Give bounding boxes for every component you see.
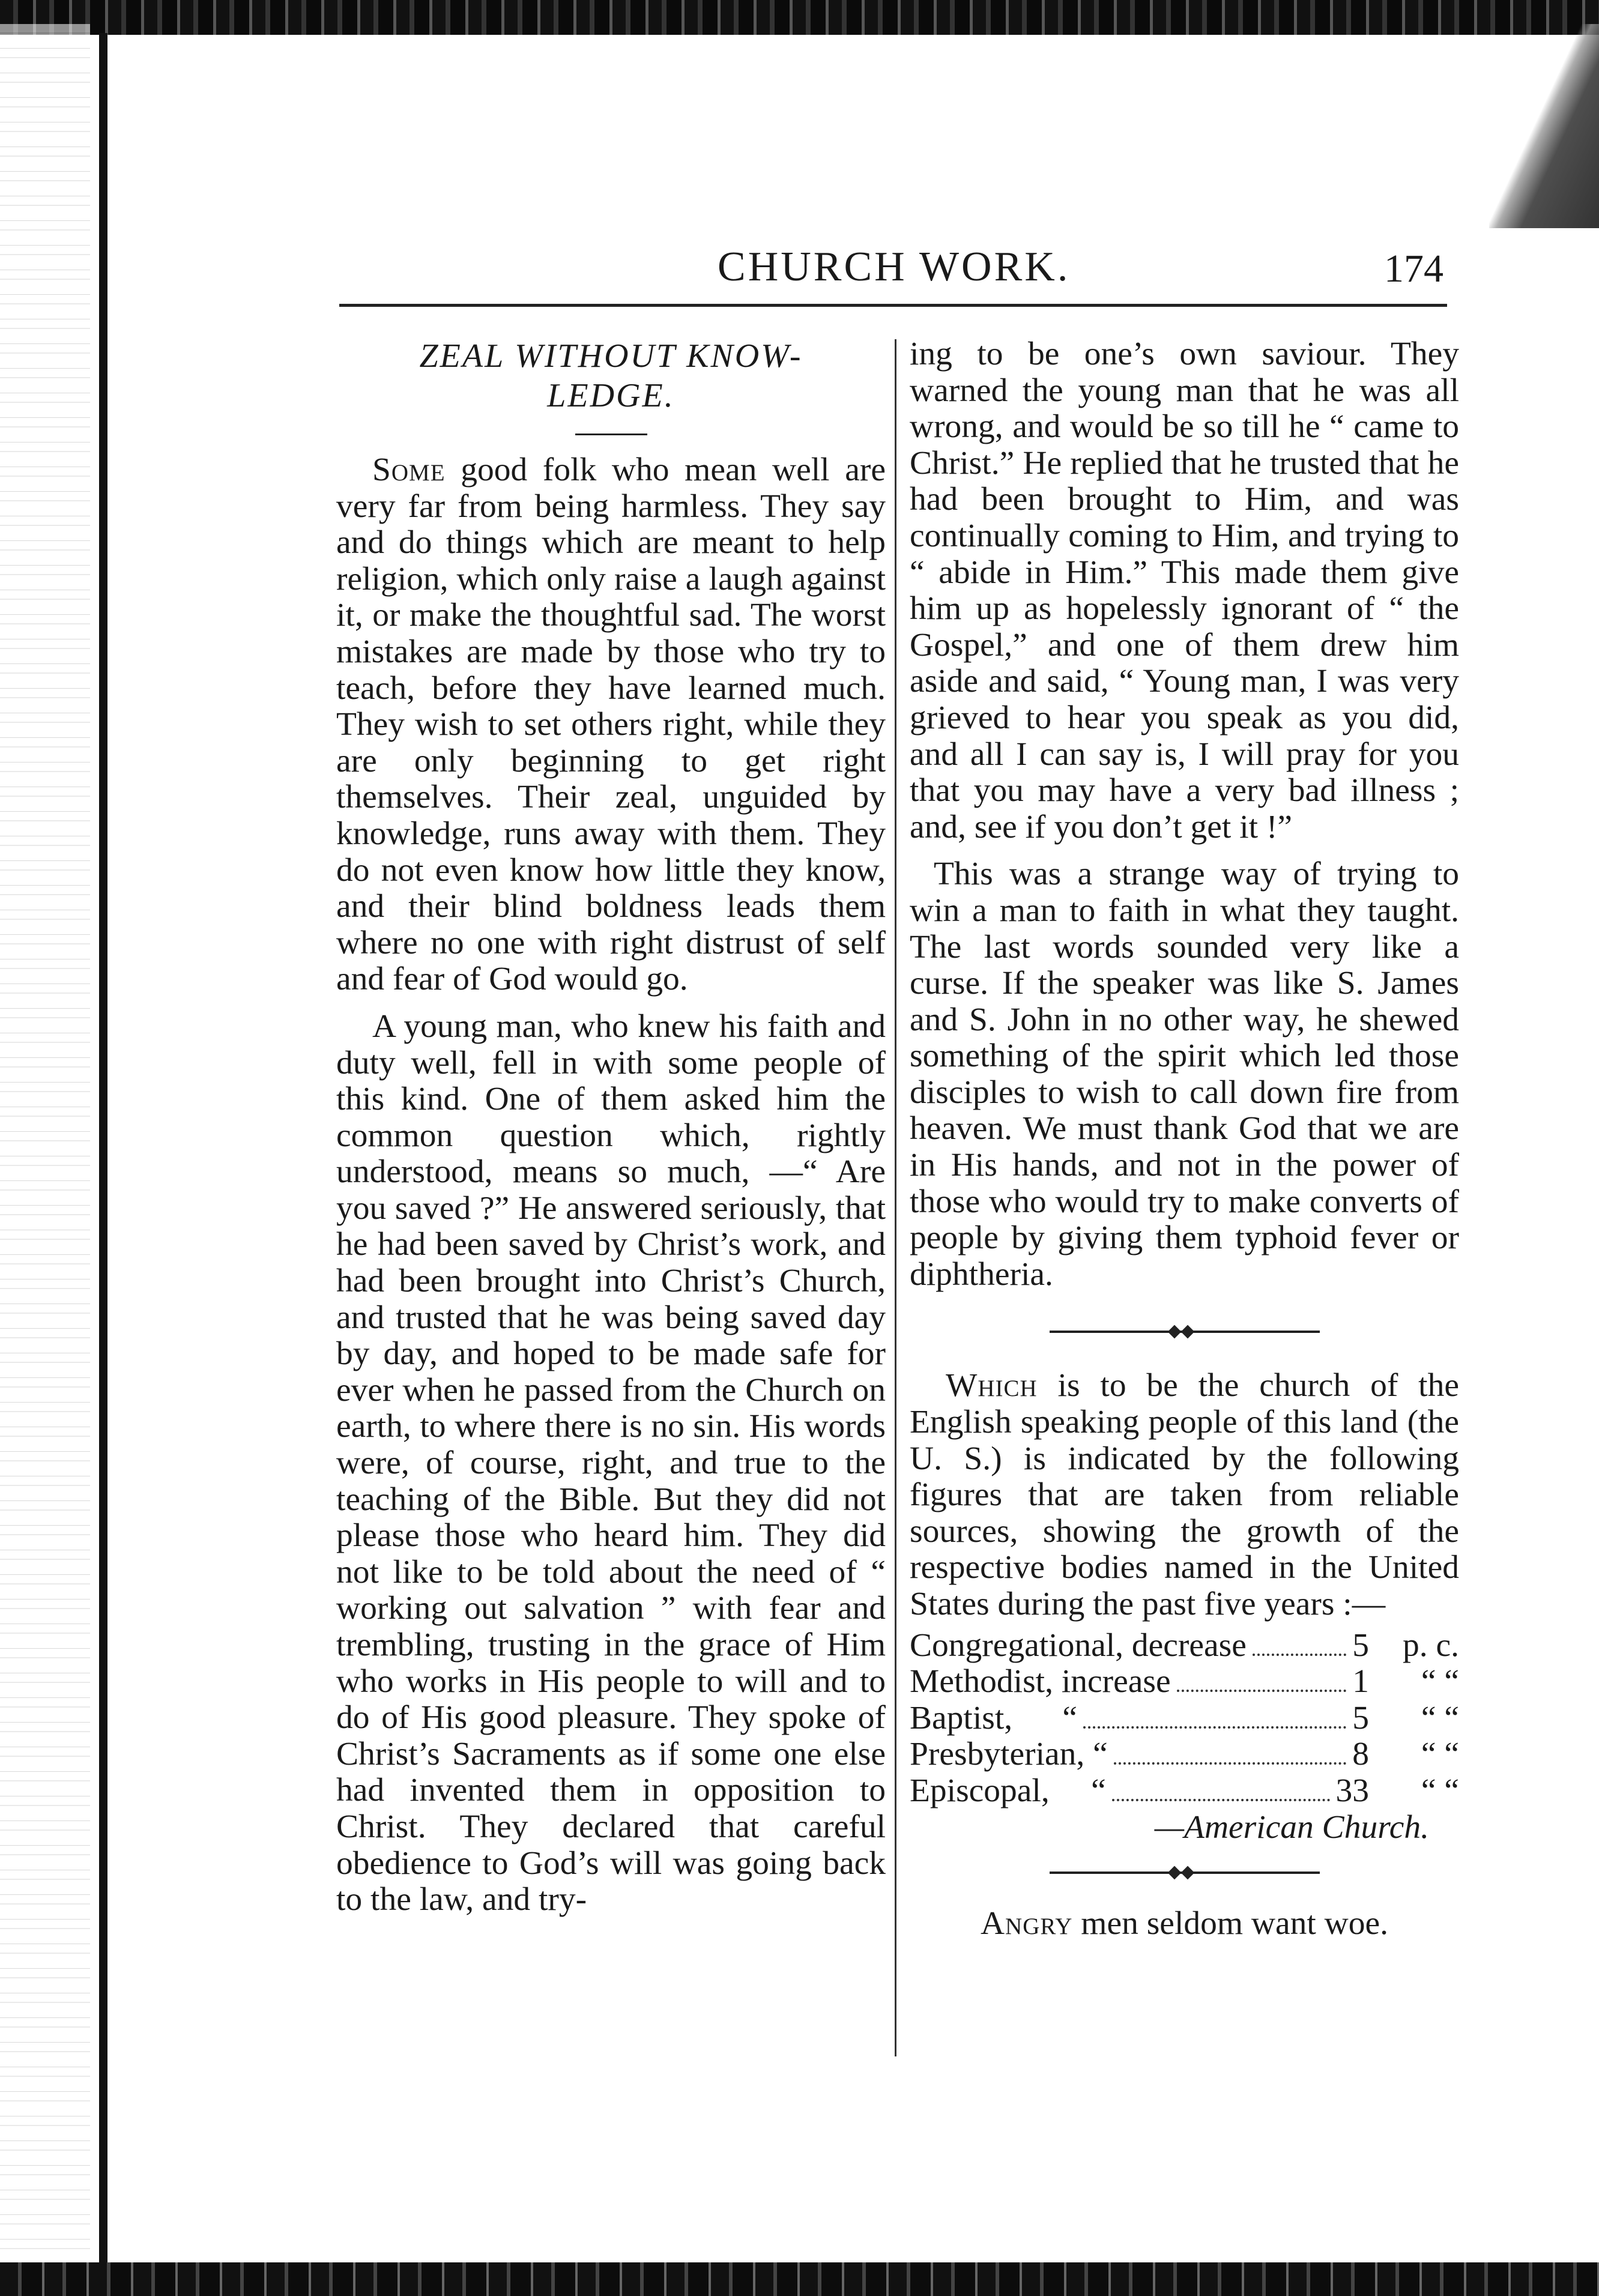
denomination-name: Baptist, “	[910, 1699, 1078, 1736]
page-number: 174	[1384, 247, 1443, 291]
statistics-intro	[910, 1368, 1459, 1622]
paragraph-3: This was a strange way of trying to win a man to faith in what they taught. The last words sounded very like a curse. If the speaker was like S. James and S. John in no other way, he shewed something of the spirit which led those disciples to wish to call down fire from heaven. We must thank God that we are in His hands, and not in the power of those who would try to make converts of people by giving them typhoid fever or diphtheria.	[910, 856, 1459, 1293]
growth-unit: “ “	[1421, 1736, 1459, 1773]
growth-value: 33	[1335, 1772, 1369, 1809]
proverb-text: men seldom want woe.	[1072, 1905, 1389, 1942]
binding-line	[99, 33, 107, 2264]
scan-left-edge	[0, 24, 90, 2270]
scan-top-border	[0, 0, 1599, 35]
article-title-line-2: LEDGE.	[547, 377, 675, 414]
scan-bottom-border	[0, 2262, 1599, 2296]
paragraph-2-continued: ing to be one’s own saviour. They warned the young man that he was all wrong, and would be so till he “ came to Christ.” He replied that he trusted that he had been brought to Him, and was continually coming to Him, and trying to “ abide in Him.” This made them give him up as hopelessly ignorant of “ the Gospel,” and one of them drew him aside and said, “ Young man, I was very grieved to hear you speak as you did, and all I can say is, I will pray for you that you may have a very bad illness ; and, see if you don’t get it !”	[910, 336, 1459, 845]
table-row	[910, 1736, 1459, 1773]
dot-leader	[1083, 1726, 1346, 1729]
growth-value: 1	[1352, 1663, 1369, 1700]
right-column	[910, 336, 1459, 1942]
denomination-name: Congregational, decrease	[910, 1627, 1247, 1664]
table-row	[910, 1700, 1459, 1737]
denomination-name: Methodist, increase	[910, 1663, 1171, 1700]
article-title-line-1: ZEAL WITHOUT KNOW-	[419, 337, 803, 375]
left-column	[336, 336, 886, 1929]
dot-leader	[1112, 1799, 1330, 1801]
growth-unit: “ “	[1421, 1772, 1459, 1809]
article-title	[336, 336, 886, 415]
statistics-intro-text: is to be the church of the English speaking people of this land (the U. S.) is indicated by the following figures that are taken from reliable sources, showing the growth of the respective bodies named in the United States during the past five years :—	[910, 1367, 1459, 1622]
proverb-lead: Angry	[980, 1905, 1073, 1942]
header-rule	[339, 304, 1447, 307]
growth-unit: “ “	[1421, 1663, 1459, 1700]
statistics-table	[910, 1628, 1459, 1810]
title-rule	[575, 434, 647, 435]
source-attribution: —American Church.	[1154, 1808, 1429, 1846]
dot-leader	[1253, 1654, 1346, 1656]
paragraph-1-text: good folk who mean well are very far from being harmless. They say and do things which are meant to help religion, which only raise a laugh against it, or make the thoughtful sad. The worst mistakes are made by those who try to teach, before they have learned much. They wish to set others right, while they are only beginning to get right themselves. Their zeal, unguided by knowledge, runs away with them. They do not even know how little they know, and their blind boldness leads them where no one with right distrust of self and fear of God would go.	[336, 452, 886, 998]
dot-leader	[1177, 1690, 1347, 1692]
growth-unit: “ “	[1421, 1699, 1459, 1736]
paragraph-2: A young man, who knew his faith and duty well, fell in with some people of this kind. One of them asked him the common question which, rightly understood, means so much, —“ Are you saved ?” He answered seriously, that he had been saved by Christ’s work, and had been brought into Christ’s Church, and trusted that he was being saved day by day, and hoped to be made safe for ever when he passed from the Church on earth, to where there is no sin. His words were, of course, right, and true to the teaching of the Bible. But they did not please those who heard him. They did not like to be told about the need of “ working out salvation ” with fear and trembling, trusting in the grace of Him who works in His people to will and to do of His good pleasure. They spoke of Christ’s Sacraments as if some one else had invented them in opposition to Christ. They declared that careful obedience to God’s will was going back to the law, and try-	[336, 1008, 886, 1918]
denomination-name: Presbyterian, “	[910, 1736, 1108, 1773]
statistics-intro-lead: Which	[946, 1367, 1038, 1404]
table-row	[910, 1773, 1459, 1810]
paragraph-1-lead: Some	[372, 452, 446, 488]
column-divider	[895, 339, 896, 2056]
running-head: CHURCH WORK.	[718, 244, 1071, 290]
torn-corner	[1489, 24, 1599, 228]
ornament-divider-1	[1050, 1320, 1320, 1344]
dot-leader	[1114, 1762, 1346, 1765]
table-row	[910, 1664, 1459, 1700]
growth-value: 8	[1352, 1736, 1369, 1773]
paragraph-1	[336, 452, 886, 998]
ornament-divider-2	[1050, 1861, 1320, 1885]
denomination-name: Episcopal, “	[910, 1772, 1106, 1809]
proverb	[910, 1906, 1459, 1942]
growth-value: 5	[1352, 1699, 1369, 1736]
growth-unit: p. c.	[1402, 1627, 1459, 1664]
table-row	[910, 1628, 1459, 1664]
growth-value: 5	[1352, 1627, 1369, 1664]
